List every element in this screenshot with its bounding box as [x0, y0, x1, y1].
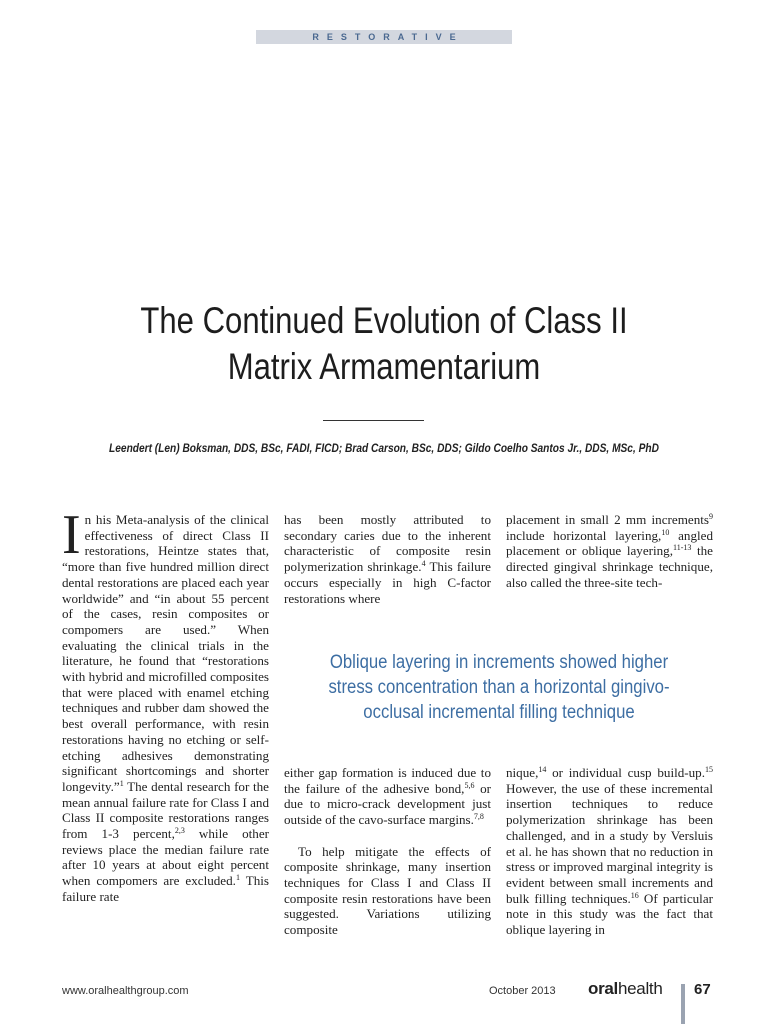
column-2-bottom: either gap formation is induced due to the failure of the adhesive bond,$^{5,6}$ or due to micro-crack development just outside of the cavo-surface margins.$^{7,8}$ To help mitigate the effects of composite shrinkage, many insertion techniques for Class I and Class II composite resin restorations have been suggested. Variations utilizing composite — [284, 765, 491, 938]
author-byline: Leendert (Len) Boksman, DDS, BSc, FADI, FICD; Brad Carson, BSc, DDS; Gildo Coelho Santos Jr., DDS, MSc, PhD — [109, 441, 659, 455]
reference: 9 — [709, 512, 713, 521]
column-3-top: placement in small 2 mm increments$^9$ include horizontal layering,$^{10}$ angled placement or oblique layering,$^{11-13}$ the directed gingival shrinkage technique, also called the three-site tech- — [506, 512, 713, 590]
footer-url: www.oralhealthgroup.com — [62, 985, 189, 997]
drop-cap: I — [62, 504, 81, 566]
reference: 2,3 — [174, 826, 185, 836]
column-1 — [62, 504, 269, 905]
reference: 1 — [119, 778, 124, 788]
reference: 10 — [661, 527, 670, 537]
footer-divider — [681, 984, 685, 1024]
reference: 5,6 — [464, 780, 475, 790]
page-number: 67 — [694, 981, 711, 998]
column-2-top: has been mostly attributed to secondary caries due to the inherent characteristic of composite resin polymerization shrinkage.$^4$ This failure occurs especially in high C-factor restorations where — [284, 512, 491, 606]
reference: 15 — [705, 765, 713, 774]
title-line-1: The Continued Evolution of Class II — [140, 300, 628, 341]
title-divider — [323, 420, 424, 421]
paragraph: To help mitigate the effects of composite shrinkage, many insertion techniques for Class I and Class II composite resin restorations have been suggested. Variations utilizing composite — [284, 843, 491, 938]
pull-quote: Oblique layering in increments showed higher stress concentration than a horizontal gingivo-occlusal incremental filling technique — [328, 652, 670, 723]
article-title — [61, 298, 706, 390]
footer-date: October 2013 — [489, 985, 556, 997]
publication-logo: oralhealth — [588, 979, 663, 998]
reference: 1 — [235, 873, 240, 883]
reference: 7,8 — [473, 812, 484, 822]
reference: 16 — [630, 890, 639, 900]
column-3-bottom: nique,$^{14}$ or individual cusp build-up.$^{15}$ However, the use of these incremental insertion techniques to reduce polymerization shrinkage has been challenged, and in a study by Versluis et al. he has shown that no reduction in stress or improved marginal integrity is evident between small increments and bulk filling techniques.$^{16}$ Of particular note in this study was the fact that oblique layering in — [506, 765, 713, 938]
title-line-2: Matrix Armamentarium — [227, 346, 541, 387]
reference: 11-13 — [673, 543, 692, 553]
intro-paragraph: In his Meta-analysis of the clinical effectiveness of direct Class II restorations, Heintze states that, “more than five hundred million direct dental restorations are placed each year worldwide” and “in about 55 percent of the cases, resin composites or compomers are used.” When evaluating the clinical trials in the literature, he found that “restorations with hybrid and microfilled composites that were placed with enamel etching techniques and rubber dam showed the best overall performance, with resin restorations having no etching or self-etching adhesives demonstrating significant shortcomings and shorter longevity.”$^1$ The dental research for the mean annual failure rate for Class I and Class II composite restorations ranges from 1-3 percent,$^{2,3}$ while other reviews place the median failure rate after 10 years at about eight percent when compomers are excluded.$^1$ This failure rate — [62, 504, 269, 904]
reference: 14 — [538, 765, 547, 774]
section-label: RESTORATIVE — [256, 30, 512, 44]
reference: 4 — [421, 559, 426, 569]
